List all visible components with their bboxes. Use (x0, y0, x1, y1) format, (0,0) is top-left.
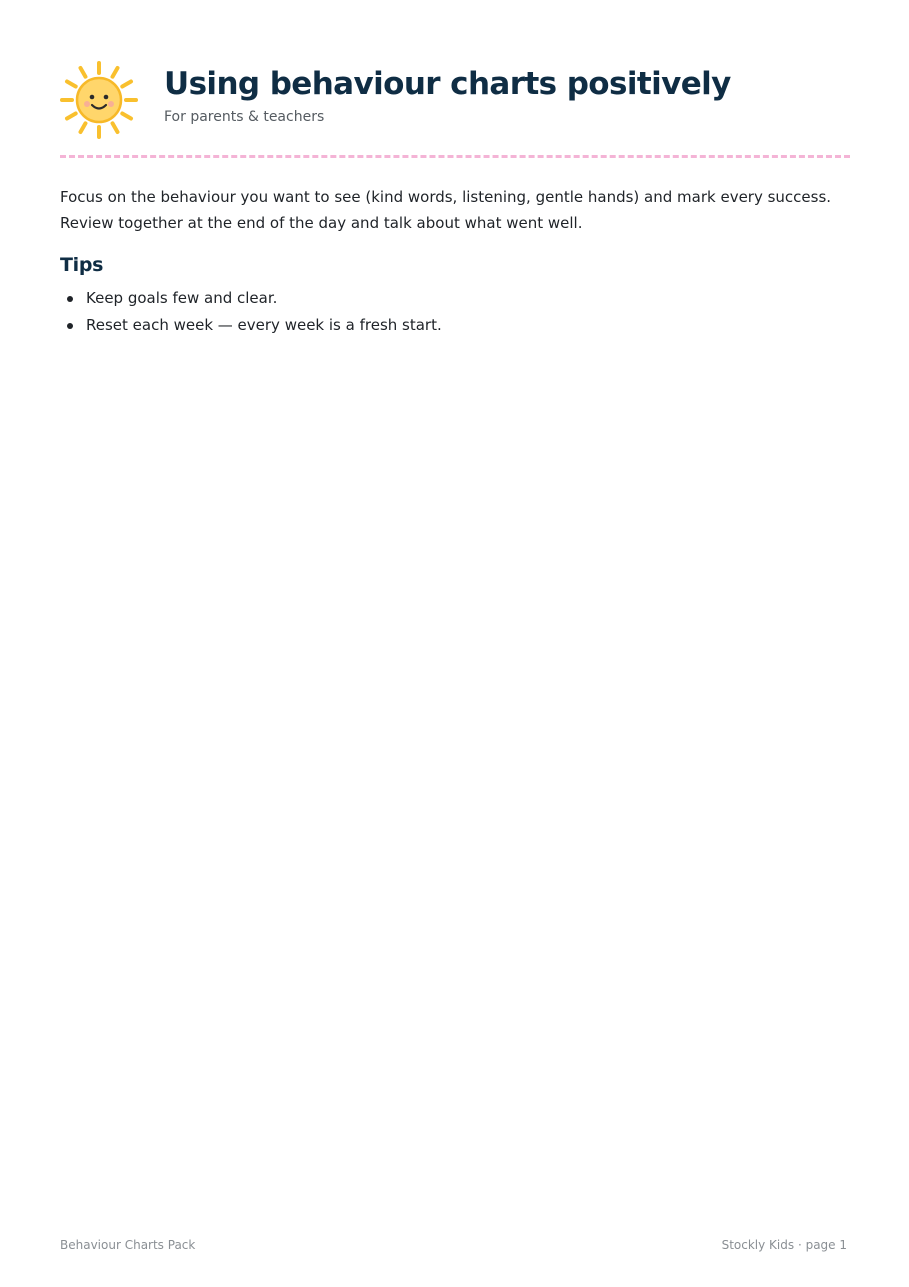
smiling-sun-icon (60, 61, 138, 139)
list-item (60, 285, 442, 312)
header-divider (60, 155, 850, 158)
page-title: Using behaviour charts positively (164, 66, 731, 102)
tips-list (60, 285, 442, 339)
bullet-icon (67, 296, 73, 302)
intro-paragraph: Focus on the behaviour you want to see (kind words, listening, gentle hands) and mark every success. Review together at the end of the day and talk about what went well. (60, 188, 832, 232)
list-item (60, 312, 442, 339)
footer-left-text: Behaviour Charts Pack (60, 1238, 196, 1252)
list-item-text: Reset each week — every week is a fresh start. (86, 316, 442, 334)
list-item-text: Keep goals few and clear. (86, 289, 278, 307)
bullet-icon (67, 323, 73, 329)
tips-heading: Tips (60, 254, 104, 276)
footer-page-info: Stockly Kids · page 1 (721, 1238, 847, 1252)
page-subtitle: For parents & teachers (164, 109, 325, 125)
